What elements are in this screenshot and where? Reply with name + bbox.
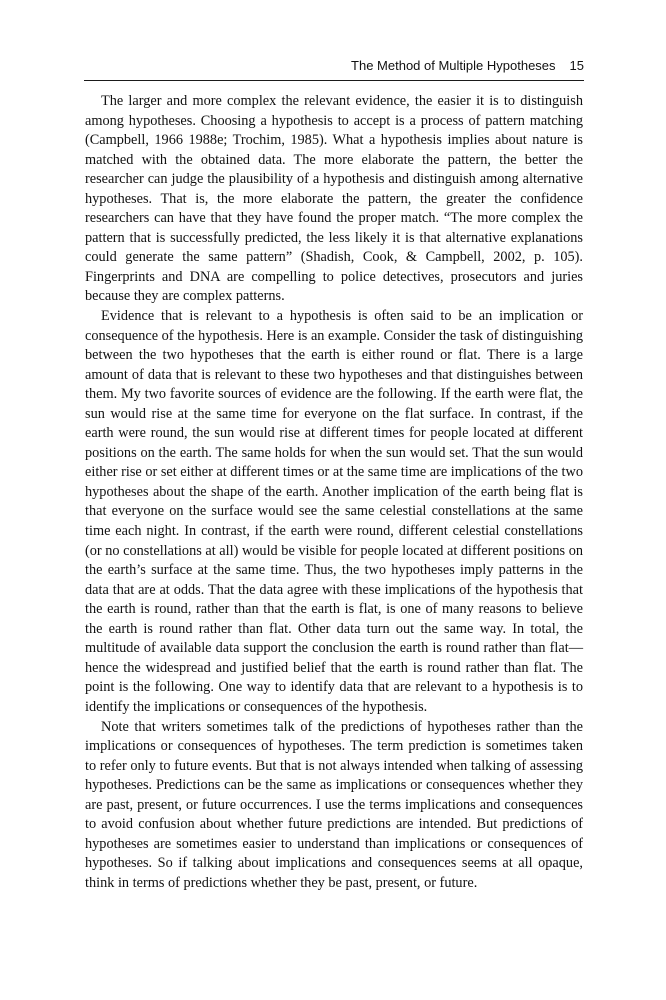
paragraph-implications-example: Evidence that is relevant to a hypothesis is often said to be an implication or consequence of the hypothesis. Here is an example. Consider the task of distinguishing between the two hypotheses that the earth is either round or flat. There is a large amount of data that is relevant to these two hypotheses and that distinguishes between them. My two favorite sources of evidence are the following. If the earth were flat, the sun would rise at the same time for everyone on the flat surface. In contrast, if the earth were round, the sun would rise at different times for people located at different positions on the earth. The same holds for when the sun would set. That the sun would either rise or set either at different times or at the same time are implications of the two hypotheses about the shape of the earth. Another implication of the earth being flat is that everyone on the surface would see the same celestial constellations at the same time each night. In contrast, if the earth were round, different celestial constellations (or no constellations at all) would be visible for people located at different positions on the earth’s surface at the same time. Thus, the two hypotheses imply patterns in the data that are at odds. That the data agree with these implications of the hypothesis that the earth is round, rather than that the earth is flat, is one of many reasons to believe the earth is round rather than flat. Other data turn out the same way. In total, the multitude of available data support the conclusion the earth is round rather than flat—hence the widespread and justified belief that the earth is round rather than flat. The point is the following. One way to identify data that are relevant to a hypothesis is to identify the implications or consequences of the hypothesis. bbox=[85, 308, 583, 715]
paragraph-pattern-matching: The larger and more complex the relevant evidence, the easier it is to distinguish among hypotheses. Choosing a hypothesis to accept is a process of pattern matching (Campbell, 1966 1988e; Trochim, 1985). What a hypothesis implies about nature is matched with the obtained data. The more elaborate the pattern, the better the researcher can judge the plausibility of a hypothesis and distinguish among alternative hypotheses. That is, the more elaborate the pattern, the greater the confidence researchers can have that they have found the proper match. “The more complex the pattern that is successfully predicted, the less likely it is that alternative explanations could generate the same pattern” (Shadish, Cook, & Campbell, 2002, p. 105). Fingerprints and DNA are compelling to police detectives, prosecutors and juries because they are complex patterns. bbox=[85, 93, 583, 305]
running-header bbox=[84, 56, 584, 81]
paragraph-predictions: Note that writers sometimes talk of the predictions of hypotheses rather than the implications or consequences of hypotheses. The term prediction is sometimes taken to refer only to future events. But that is not always intended when talking of assessing hypotheses. Predictions can be the same as implications or consequences whether they are past, present, or future occurrences. I use the terms implications and consequences to avoid confusion about whether future predictions are intended. But predictions of hypotheses are sometimes easier to understand than implications or consequences of hypotheses. So if talking about implications and consequences seems at all opaque, think in terms of predictions whether they be past, present, or future. bbox=[85, 718, 583, 891]
body-text bbox=[85, 92, 583, 893]
page-number: 15 bbox=[569, 58, 584, 73]
running-title: The Method of Multiple Hypotheses bbox=[351, 58, 556, 73]
